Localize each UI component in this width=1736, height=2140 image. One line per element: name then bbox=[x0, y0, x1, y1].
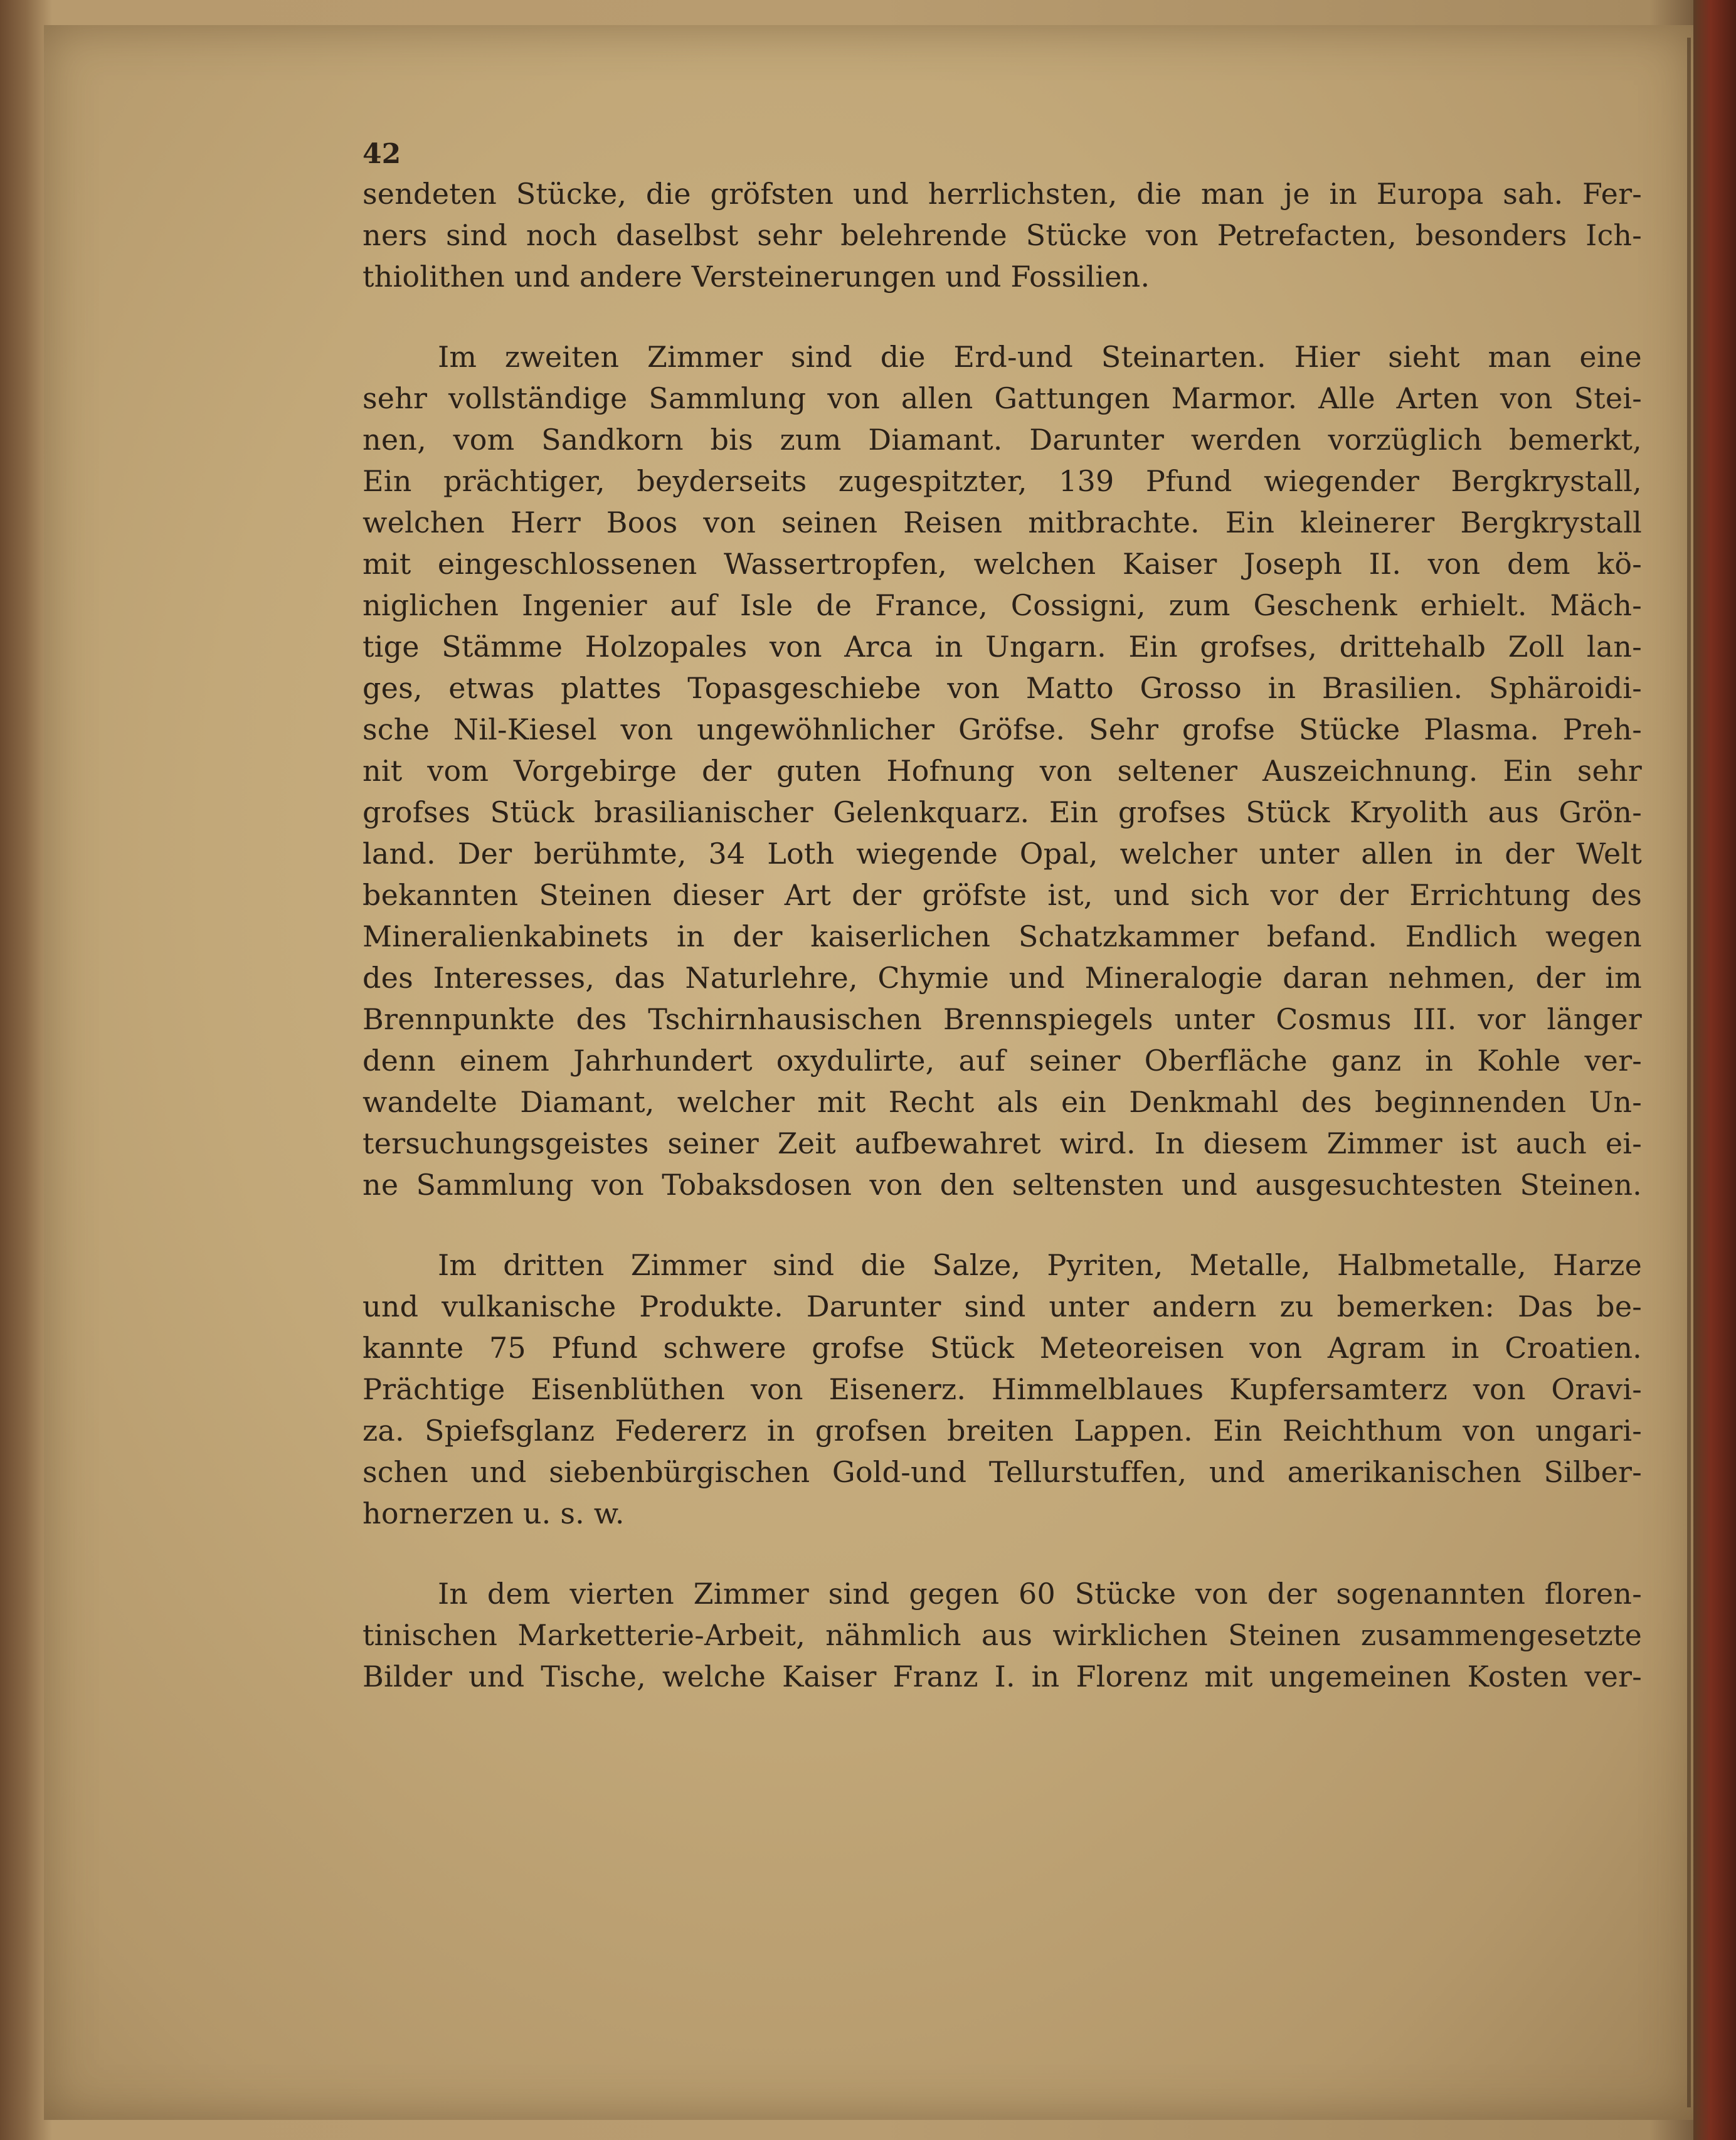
text-line: kannte 75 Pfund schwere grofse Stück Meteoreisen von Agram in Croatien. bbox=[363, 1331, 1642, 1365]
text-line: wandelte Diamant, welcher mit Recht als ein Denkmahl des beginnenden Un- bbox=[363, 1085, 1642, 1119]
text-line: niglichen Ingenier auf Isle de France, Cossigni, zum Geschenk erhielt. Mäch- bbox=[363, 588, 1642, 622]
text-line: nit vom Vorgebirge der guten Hofnung von seltener Auszeichnung. Ein sehr bbox=[363, 754, 1642, 788]
text-line: Im dritten Zimmer sind die Salze, Pyriten, Metalle, Halbmetalle, Harze bbox=[438, 1248, 1642, 1282]
text-line: welchen Herr Boos von seinen Reisen mitbrachte. Ein kleinerer Bergkrystall bbox=[363, 506, 1642, 539]
text-line: ges, etwas plattes Topasgeschiebe von Matto Grosso in Brasilien. Sphäroidi- bbox=[363, 671, 1642, 705]
text-line: In dem vierten Zimmer sind gegen 60 Stücke von der sogenannten floren- bbox=[438, 1577, 1642, 1611]
text-line: schen und siebenbürgischen Gold-und Tellurstuffen, und amerikanischen Silber- bbox=[363, 1455, 1642, 1489]
text-line: tige Stämme Holzopales von Arca in Ungarn. Ein grofses, drittehalb Zoll lan- bbox=[363, 630, 1642, 664]
text-line: za. Spiefsglanz Federerz in grofsen breiten Lappen. Ein Reichthum von ungari- bbox=[363, 1414, 1642, 1448]
text-line: thiolithen und andere Versteinerungen und Fossilien. bbox=[363, 260, 1150, 294]
text-line: grofses Stück brasilianischer Gelenkquarz. Ein grofses Stück Kryolith aus Grön- bbox=[363, 795, 1642, 829]
facing-page-edge bbox=[1693, 0, 1736, 2140]
text-line: ners sind noch daselbst sehr belehrende Stücke von Petrefacten, besonders Ich- bbox=[363, 218, 1642, 252]
text-line: Mineralienkabinets in der kaiserlichen Schatzkammer befand. Endlich wegen bbox=[363, 919, 1642, 953]
text-line: bekannten Steinen dieser Art der gröfste ist, und sich vor der Errichtung des bbox=[363, 878, 1642, 912]
paragraph-3 bbox=[363, 1244, 1642, 1534]
text-line: sehr vollständige Sammlung von allen Gattungen Marmor. Alle Arten von Stei- bbox=[363, 381, 1642, 415]
text-line: und vulkanische Produkte. Darunter sind unter andern zu bemerken: Das be- bbox=[363, 1290, 1642, 1323]
text-line: tinischen Marketterie-Arbeit, nähmlich aus wirklichen Steinen zusammengesetzte bbox=[363, 1618, 1642, 1652]
text-line: sche Nil-Kiesel von ungewöhnlicher Gröfse. Sehr grofse Stücke Plasma. Preh- bbox=[363, 712, 1642, 746]
text-line: Brennpunkte des Tschirnhausischen Brennspiegels unter Cosmus III. vor länger bbox=[363, 1002, 1642, 1036]
page-number: 42 bbox=[363, 138, 401, 170]
text-line: denn einem Jahrhundert oxydulirte, auf seiner Oberfläche ganz in Kohle ver- bbox=[363, 1044, 1642, 1078]
text-line: mit eingeschlossenen Wassertropfen, welchen Kaiser Joseph II. von dem kö- bbox=[363, 547, 1642, 581]
text-line: ne Sammlung von Tobaksdosen von den seltensten und ausgesuchtesten Steinen. bbox=[363, 1168, 1642, 1202]
text-line: Bilder und Tische, welche Kaiser Franz I. in Florenz mit ungemeinen Kosten ver- bbox=[363, 1660, 1642, 1693]
text-line: Prächtige Eisenblüthen von Eisenerz. Himmelblaues Kupfersamterz von Oravi- bbox=[363, 1372, 1642, 1406]
text-line: Im zweiten Zimmer sind die Erd-und Steinarten. Hier sieht man eine bbox=[438, 340, 1642, 374]
text-line: Ein prächtiger, beyderseits zugespitzter, 139 Pfund wiegender Bergkrystall, bbox=[363, 464, 1642, 498]
body-text bbox=[363, 132, 1642, 1697]
binding-gutter bbox=[1687, 38, 1691, 2107]
paragraph-4 bbox=[363, 1573, 1642, 1697]
text-line: land. Der berühmte, 34 Loth wiegende Opal, welcher unter allen in der Welt bbox=[363, 837, 1642, 871]
text-line: nen, vom Sandkorn bis zum Diamant. Darunter werden vorzüglich bemerkt, bbox=[363, 423, 1642, 457]
text-line: tersuchungsgeistes seiner Zeit aufbewahret wird. In diesem Zimmer ist auch ei- bbox=[363, 1126, 1642, 1160]
paragraph-1 bbox=[363, 173, 1642, 297]
text-line: hornerzen u. s. w. bbox=[363, 1496, 625, 1530]
paragraph-2 bbox=[363, 336, 1642, 1205]
text-line: des Interesses, das Naturlehre, Chymie und Mineralogie daran nehmen, der im bbox=[363, 961, 1642, 995]
text-line: sendeten Stücke, die gröfsten und herrlichsten, die man je in Europa sah. Fer- bbox=[363, 177, 1642, 211]
